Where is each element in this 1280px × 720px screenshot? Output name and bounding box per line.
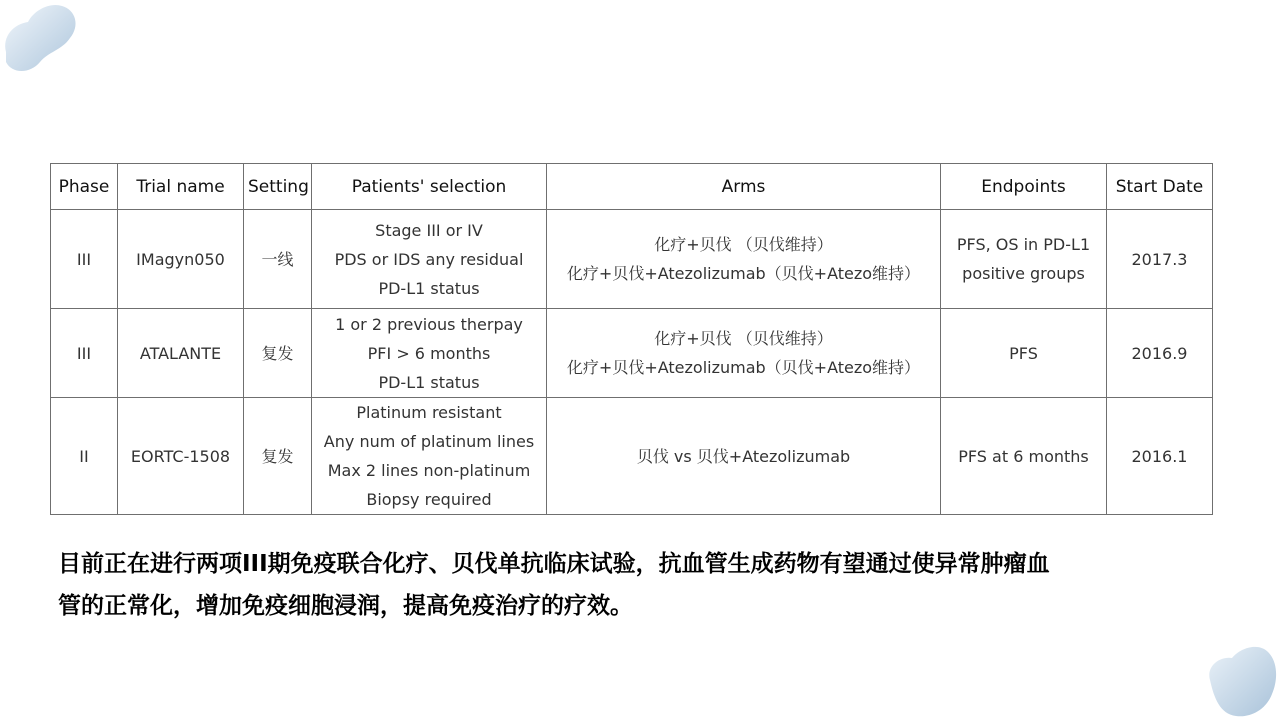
header-phase: Phase [51,164,118,210]
cell-phase: II [51,398,118,515]
arm-line: 化疗+贝伐 （贝伐维持） [654,329,833,348]
header-start-date: Start Date [1107,164,1213,210]
header-trial-name: Trial name [118,164,244,210]
selection-line: Stage III or IV [375,220,483,240]
arm-line: 化疗+贝伐+Atezolizumab（贝伐+Atezo维持） [566,264,921,283]
selection-line: PFI > 6 months [367,343,491,363]
cell-trial-name: IMagyn050 [118,210,244,309]
table-header-row [51,164,1213,210]
cell-endpoints [941,309,1107,398]
cell-start-date: 2016.1 [1107,398,1213,515]
summary-line: 管的正常化，增加免疫细胞浸润，提高免疫治疗的疗效。 [58,593,633,619]
endpoint-line: PFS, OS in PD-L1 [956,235,1091,254]
cell-setting: 复发 [244,398,312,515]
selection-line: Platinum resistant [356,403,502,422]
arm-line: 化疗+贝伐+Atezolizumab（贝伐+Atezo维持） [566,358,921,377]
cell-endpoints [941,210,1107,309]
cell-endpoints [941,398,1107,515]
endpoint-line: PFS [1009,343,1038,363]
header-endpoints: Endpoints [941,164,1107,210]
cell-arms [547,398,941,515]
selection-line: Max 2 lines non-platinum [327,461,531,480]
selection-line: PD-L1 status [378,372,480,392]
selection-line: PDS or IDS any residual [334,249,524,269]
cell-arms [547,210,941,309]
selection-line: 1 or 2 previous therpay [335,314,523,334]
selection-line: Any num of platinum lines [323,432,535,451]
cell-setting: 一线 [244,210,312,309]
trials-table [50,163,1213,515]
endpoint-line: positive groups [962,264,1085,283]
summary-paragraph [58,543,1228,627]
cell-arms [547,309,941,398]
table-row [51,210,1213,309]
cell-phase: III [51,309,118,398]
header-patients-selection: Patients' selection [312,164,547,210]
cell-trial-name: EORTC-1508 [118,398,244,515]
table-row [51,398,1213,515]
cell-patients-selection [312,309,547,398]
selection-line: PD-L1 status [378,278,480,298]
header-setting: Setting [244,164,312,210]
cell-phase: III [51,210,118,309]
cell-setting: 复发 [244,309,312,398]
arm-line: 化疗+贝伐 （贝伐维持） [654,235,833,254]
cell-patients-selection [312,210,547,309]
header-arms: Arms [547,164,941,210]
cell-start-date: 2017.3 [1107,210,1213,309]
selection-line: Biopsy required [366,490,492,509]
cell-trial-name: ATALANTE [118,309,244,398]
decorative-blob-bottom-icon [1200,640,1280,720]
cell-start-date: 2016.9 [1107,309,1213,398]
table-row [51,309,1213,398]
arm-line: 贝伐 vs 贝伐+Atezolizumab [636,446,851,466]
endpoint-line: PFS at 6 months [958,446,1089,466]
summary-line: 目前正在进行两项III期免疫联合化疗、贝伐单抗临床试验，抗血管生成药物有望通过使异常肿瘤血 [58,551,1050,577]
cell-patients-selection [312,398,547,515]
decorative-blob-top-icon [0,0,80,80]
